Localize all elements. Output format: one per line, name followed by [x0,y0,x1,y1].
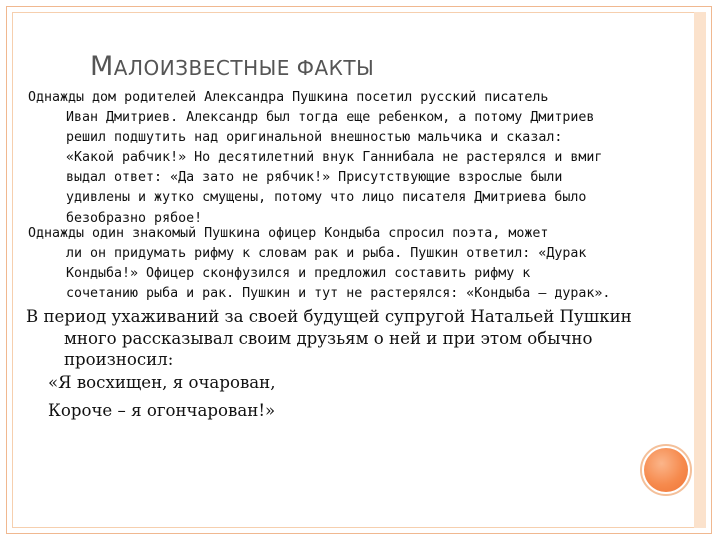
fact-paragraph-2 [28,224,610,304]
paragraph-line: сочетанию рыба и рак. Пушкин и тут не растерялся: «Кондыба – дурак». [66,286,611,302]
paragraph-line: удивлены и жутко смущены, потому что лицо писателя Дмитриева было [66,190,587,206]
fact-paragraph-3 [26,306,632,371]
paragraph-line: Однажды один знакомый Пушкина офицер Кондыба спросил поэта, может [28,226,549,241]
paragraph-line: много рассказывал своим друзьям о ней и при этом обычно [64,328,593,348]
paragraph-line: В период ухаживаний за своей будущей супругой Натальей Пушкин [26,307,632,326]
fact-paragraph-1 [28,88,602,229]
paragraph-line: безобразно рябое! [66,210,203,226]
paragraph-line: Однажды дом родителей Александра Пушкина посетил русский писатель [28,90,549,105]
quote-line-2: Короче – я огончарован!» [48,401,276,420]
paragraph-line: Кондыба!» Офицер сконфузился и предложил составить рифму к [66,266,531,282]
paragraph-line: Иван Дмитриев. Александр был тогда еще ребенком, а потому Дмитриев [66,110,595,126]
title-initial: М [90,51,114,82]
decorative-side-band [694,12,706,528]
slide-title [90,51,374,82]
paragraph-line: ли он придумать рифму к словам рак и рыба. Пушкин ответил: «Дурак [66,246,587,262]
quote-line-1: «Я восхищен, я очарован, [48,373,276,392]
paragraph-line: произносил: [64,350,174,369]
paragraph-line: «Какой рабчик!» Но десятилетний внук Ганнибала не растерялся и вмиг [66,150,603,166]
paragraph-line: решил подшутить над оригинальной внешностью мальчика и сказал: [66,130,563,146]
paragraph-line: выдал ответ: «Да зато не рябчик!» Присутствующие взрослые были [66,170,563,186]
decorative-orange-circle [644,448,688,492]
title-rest: АЛОИЗВЕСТНЫЕ ФАКТЫ [113,56,375,80]
